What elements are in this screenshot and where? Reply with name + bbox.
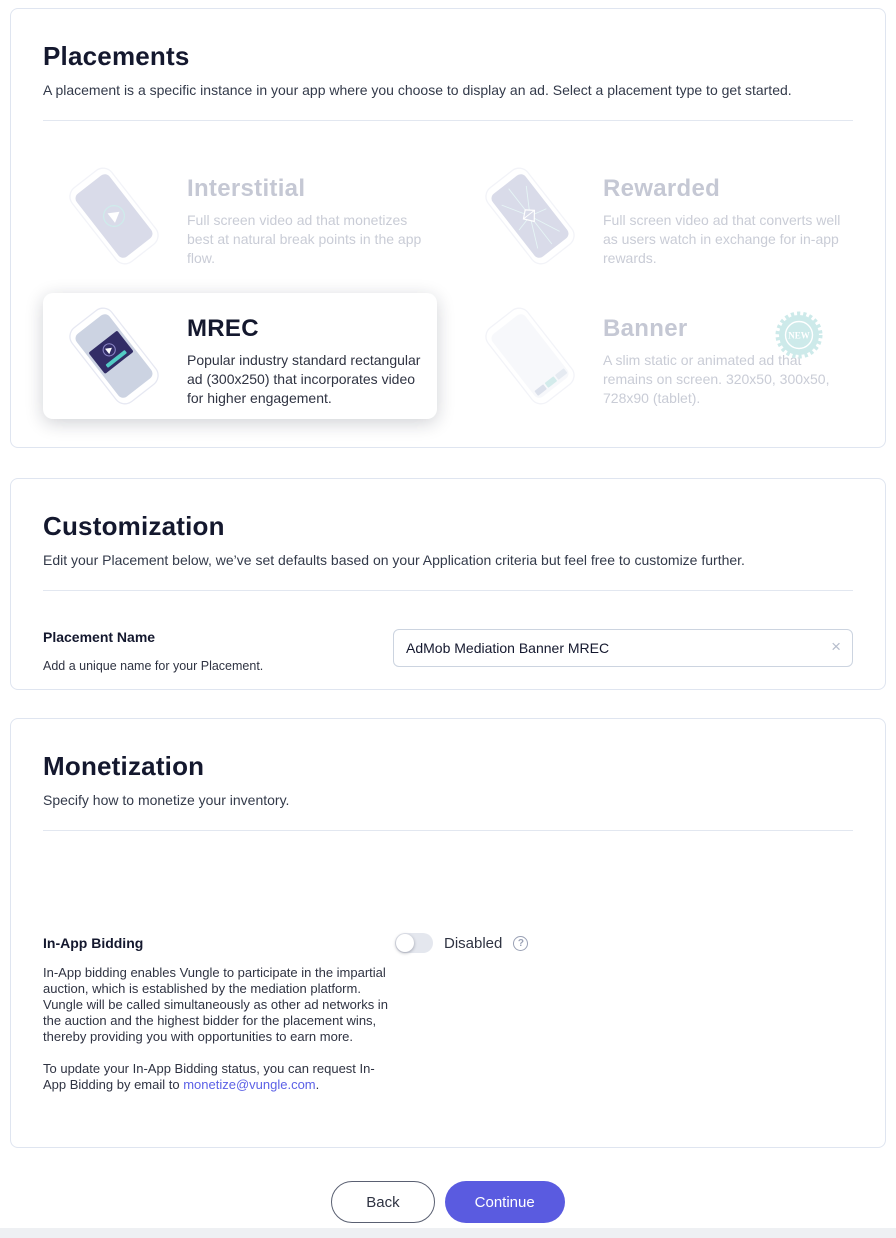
divider xyxy=(43,590,853,591)
continue-button[interactable]: Continue xyxy=(445,1181,565,1223)
placement-type-grid xyxy=(43,153,853,419)
in-app-bidding-description: In-App bidding enables Vungle to participate in the impartial auction, which is established by the mediation platform. Vungle will be called simultaneously as other ad networks in the auction and the highest bidder for the placement wins, thereby providing you with opportunities to earn more. xyxy=(43,965,388,1044)
rewarded-description: Full screen video ad that converts well as users watch in exchange for in-app rewards. xyxy=(603,212,841,266)
clear-input-icon[interactable]: × xyxy=(831,637,841,656)
monetization-card xyxy=(10,718,886,1148)
interstitial-title: Interstitial xyxy=(187,175,306,202)
placement-option-banner[interactable] xyxy=(459,293,853,419)
placements-subtitle: A placement is a specific instance in your app where you choose to display an ad. Select a placement type to get started. xyxy=(43,82,792,98)
in-app-bidding-label: In-App Bidding xyxy=(43,935,144,951)
monetization-subtitle: Specify how to monetize your inventory. xyxy=(43,792,290,808)
in-app-bidding-note: To update your In-App Bidding status, you can request In-App Bidding by email to monetize@vungle.com. xyxy=(43,1061,375,1092)
placements-title: Placements xyxy=(43,41,190,71)
rewarded-phone-icon xyxy=(471,163,589,269)
banner-title: Banner xyxy=(603,315,688,342)
placement-name-label: Placement Name xyxy=(43,629,156,645)
banner-description: A slim static or animated ad that remains on screen. 320x50, 300x50, 728x90 (tablet). xyxy=(603,352,830,406)
in-app-bidding-status: Disabled xyxy=(444,934,503,952)
placement-name-help: Add a unique name for your Placement. xyxy=(43,659,264,673)
footer-actions xyxy=(10,1181,886,1223)
in-app-bidding-row xyxy=(43,935,853,1093)
placements-card xyxy=(10,8,886,448)
placement-option-mrec[interactable] xyxy=(43,293,437,419)
monetize-email-link[interactable]: monetize@vungle.com xyxy=(183,1077,316,1092)
placement-name-row xyxy=(43,629,853,673)
help-icon[interactable]: ? xyxy=(513,936,528,951)
mrec-phone-icon xyxy=(55,303,173,409)
placement-option-rewarded[interactable] xyxy=(459,153,853,279)
monetization-title: Monetization xyxy=(43,751,205,781)
interstitial-description: Full screen video ad that monetizes best at natural break points in the app flow. xyxy=(187,212,422,266)
new-badge xyxy=(775,311,823,359)
interstitial-phone-icon xyxy=(55,163,173,269)
customization-title: Customization xyxy=(43,511,225,541)
new-badge-label: NEW xyxy=(788,330,810,341)
banner-phone-icon xyxy=(471,303,589,409)
customization-card xyxy=(10,478,886,690)
mrec-title: MREC xyxy=(187,315,259,342)
rewarded-title: Rewarded xyxy=(603,175,721,202)
placement-name-input-wrap xyxy=(393,629,853,667)
divider xyxy=(43,830,853,831)
toggle-knob xyxy=(396,934,414,952)
customization-subtitle: Edit your Placement below, we’ve set defaults based on your Application criteria but feel free to customize further. xyxy=(43,552,745,568)
in-app-bidding-toggle[interactable] xyxy=(395,933,433,953)
placement-option-interstitial[interactable] xyxy=(43,153,437,279)
placement-name-input[interactable] xyxy=(393,629,853,667)
page-bottom-strip xyxy=(0,1228,896,1238)
divider xyxy=(43,120,853,121)
back-button[interactable]: Back xyxy=(331,1181,434,1223)
mrec-description: Popular industry standard rectangular ad (300x250) that incorporates video for higher engagement. xyxy=(187,352,421,406)
